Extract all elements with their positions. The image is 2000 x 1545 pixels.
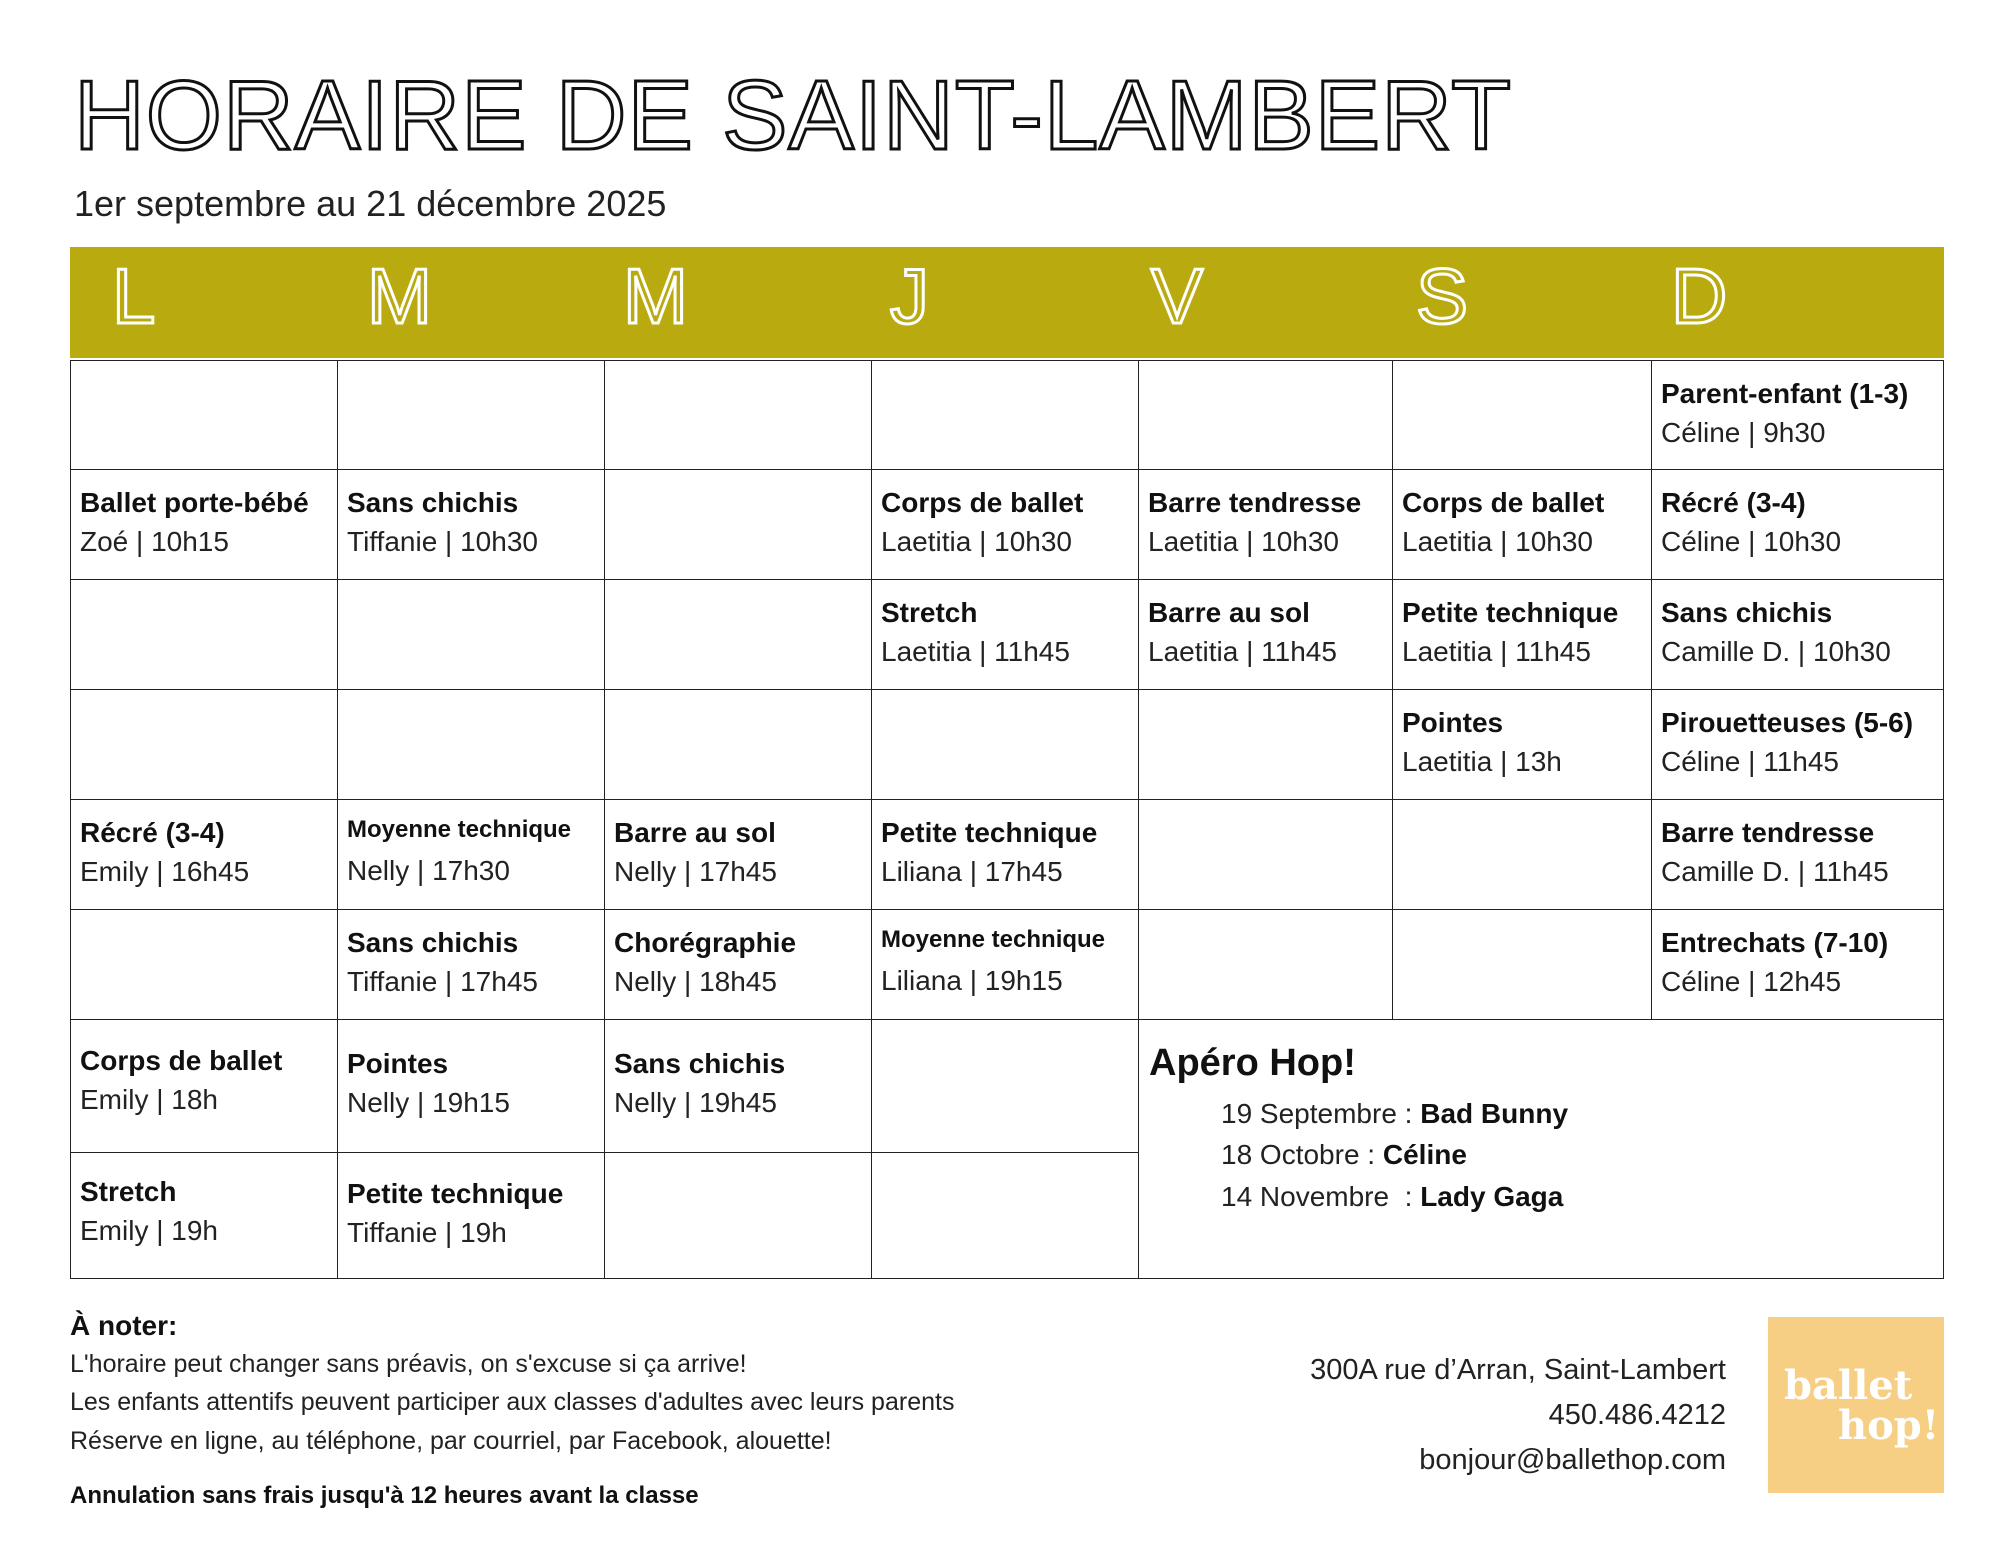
note-line: Les enfants attentifs peuvent participer aux classes d'adultes avec leurs parents bbox=[70, 1388, 955, 1416]
class-info: Nelly | 18h45 bbox=[614, 966, 777, 998]
empty-cell bbox=[1138, 689, 1393, 800]
empty-cell bbox=[337, 579, 605, 690]
class-info: Liliana | 19h15 bbox=[881, 965, 1063, 997]
empty-cell bbox=[604, 579, 872, 690]
ballet-hop-logo bbox=[1768, 1317, 1944, 1493]
class-cell bbox=[1392, 469, 1652, 580]
class-name: Stretch bbox=[881, 597, 978, 628]
empty-cell bbox=[604, 689, 872, 800]
class-info: Nelly | 19h45 bbox=[614, 1087, 777, 1119]
class-info: Nelly | 17h30 bbox=[347, 855, 510, 887]
class-cell bbox=[1651, 360, 1944, 470]
logo-text-hop: hop! bbox=[1838, 1402, 1940, 1449]
empty-cell bbox=[1392, 360, 1652, 470]
empty-cell bbox=[604, 469, 872, 580]
empty-cell bbox=[1392, 909, 1652, 1020]
empty-cell bbox=[70, 360, 338, 470]
class-name: Petite technique bbox=[881, 817, 1098, 848]
class-info: Laetitia | 10h30 bbox=[1402, 526, 1593, 558]
class-name: Moyenne technique bbox=[347, 816, 572, 843]
class-cell bbox=[871, 909, 1139, 1020]
class-info: Emily | 19h bbox=[80, 1215, 218, 1247]
class-info: Zoé | 10h15 bbox=[80, 526, 229, 558]
page-title: HORAIRE DE SAINT-LAMBERT bbox=[74, 60, 1513, 170]
class-name: Récré (3-4) bbox=[1661, 487, 1806, 518]
class-cell bbox=[70, 1152, 338, 1279]
class-name: Chorégraphie bbox=[614, 927, 797, 958]
note-line: Réserve en ligne, au téléphone, par courriel, par Facebook, alouette! bbox=[70, 1427, 832, 1455]
event-date: 18 Octobre : bbox=[1221, 1139, 1383, 1170]
empty-cell bbox=[604, 360, 872, 470]
class-name: Sans chichis bbox=[1661, 597, 1833, 628]
class-info: Emily | 18h bbox=[80, 1084, 218, 1116]
event-artist: Céline bbox=[1382, 1139, 1467, 1170]
class-info: Tiffanie | 17h45 bbox=[347, 966, 538, 998]
class-name: Petite technique bbox=[1402, 597, 1619, 628]
class-cell bbox=[70, 799, 338, 910]
class-cell bbox=[871, 579, 1139, 690]
class-cell bbox=[1392, 579, 1652, 690]
class-info: Emily | 16h45 bbox=[80, 856, 250, 888]
day-mercredi: M bbox=[623, 252, 688, 340]
class-info: Laetitia | 11h45 bbox=[881, 636, 1070, 668]
day-vendredi: V bbox=[1151, 252, 1204, 340]
class-cell bbox=[1651, 579, 1944, 690]
class-name: Moyenne technique bbox=[881, 926, 1106, 953]
contact-email[interactable]: bonjour@ballethop.com bbox=[1419, 1444, 1726, 1476]
event-date: 19 Septembre : bbox=[1221, 1098, 1421, 1129]
empty-cell bbox=[1392, 799, 1652, 910]
logo-text-ballet: ballet bbox=[1784, 1362, 1913, 1409]
class-name: Sans chichis bbox=[614, 1048, 786, 1079]
contact-phone[interactable]: 450.486.4212 bbox=[1548, 1399, 1726, 1431]
empty-cell bbox=[871, 689, 1139, 800]
class-name: Entrechats (7-10) bbox=[1661, 927, 1889, 958]
class-cell bbox=[604, 1019, 872, 1153]
class-cell bbox=[1651, 909, 1944, 1020]
class-info: Laetitia | 11h45 bbox=[1402, 636, 1591, 668]
class-info: Camille D. | 10h30 bbox=[1661, 636, 1891, 668]
empty-cell bbox=[871, 360, 1139, 470]
class-name: Barre tendresse bbox=[1661, 817, 1875, 848]
class-info: Laetitia | 11h45 bbox=[1148, 636, 1337, 668]
class-info: Laetitia | 13h bbox=[1402, 746, 1562, 778]
apero-event bbox=[1221, 1181, 1563, 1213]
day-lundi: L bbox=[112, 252, 156, 340]
class-name: Stretch bbox=[80, 1176, 177, 1207]
class-info: Céline | 11h45 bbox=[1661, 746, 1839, 778]
apero-title: Apéro Hop! bbox=[1149, 1042, 1356, 1084]
date-range: 1er septembre au 21 décembre 2025 bbox=[74, 183, 667, 224]
empty-cell bbox=[337, 360, 605, 470]
empty-cell bbox=[337, 689, 605, 800]
empty-cell bbox=[70, 579, 338, 690]
class-cell bbox=[337, 909, 605, 1020]
class-cell bbox=[337, 1019, 605, 1153]
day-dimanche: D bbox=[1671, 252, 1728, 340]
class-cell bbox=[337, 469, 605, 580]
note-line: L'horaire peut changer sans préavis, on s'excuse si ça arrive! bbox=[70, 1350, 747, 1378]
class-name: Pirouetteuses (5-6) bbox=[1661, 707, 1914, 738]
class-cell bbox=[70, 1019, 338, 1153]
class-info: Céline | 10h30 bbox=[1661, 526, 1842, 558]
class-name: Petite technique bbox=[347, 1178, 564, 1209]
class-name: Barre au sol bbox=[1148, 597, 1310, 628]
class-name: Pointes bbox=[347, 1048, 449, 1079]
class-name: Pointes bbox=[1402, 707, 1504, 738]
class-cell bbox=[337, 1152, 605, 1279]
class-info: Nelly | 17h45 bbox=[614, 856, 777, 888]
class-name: Sans chichis bbox=[347, 487, 519, 518]
empty-cell bbox=[604, 1152, 872, 1279]
class-info: Liliana | 17h45 bbox=[881, 856, 1063, 888]
class-cell bbox=[871, 799, 1139, 910]
days-header bbox=[70, 247, 1944, 358]
class-name: Parent-enfant (1-3) bbox=[1661, 378, 1909, 409]
empty-cell bbox=[70, 689, 338, 800]
class-cell bbox=[871, 469, 1139, 580]
class-info: Céline | 12h45 bbox=[1661, 966, 1842, 998]
class-info: Laetitia | 10h30 bbox=[881, 526, 1072, 558]
class-cell bbox=[1651, 469, 1944, 580]
event-artist: Bad Bunny bbox=[1420, 1098, 1569, 1129]
notes-heading: À noter: bbox=[70, 1310, 178, 1341]
class-name: Barre tendresse bbox=[1148, 487, 1362, 518]
class-cell bbox=[1392, 689, 1652, 800]
class-info: Tiffanie | 10h30 bbox=[347, 526, 538, 558]
class-info: Tiffanie | 19h bbox=[347, 1217, 507, 1249]
class-cell bbox=[1651, 689, 1944, 800]
class-cell bbox=[1138, 579, 1393, 690]
class-name: Récré (3-4) bbox=[80, 817, 225, 848]
class-name: Ballet porte-bébé bbox=[80, 487, 309, 518]
empty-cell bbox=[1138, 909, 1393, 1020]
class-name: Corps de ballet bbox=[881, 487, 1084, 518]
event-date: 14 Novembre : bbox=[1221, 1181, 1421, 1212]
day-jeudi: J bbox=[890, 252, 929, 340]
class-name: Sans chichis bbox=[347, 927, 519, 958]
class-name: Corps de ballet bbox=[80, 1045, 283, 1076]
contact-address: 300A rue d’Arran, Saint-Lambert bbox=[1310, 1354, 1726, 1386]
class-info: Laetitia | 10h30 bbox=[1148, 526, 1339, 558]
day-mardi: M bbox=[367, 252, 432, 340]
cancellation-policy: Annulation sans frais jusqu'à 12 heures avant la classe bbox=[70, 1482, 699, 1509]
class-name: Barre au sol bbox=[614, 817, 776, 848]
day-samedi: S bbox=[1416, 252, 1469, 340]
apero-event bbox=[1221, 1098, 1568, 1130]
empty-cell bbox=[70, 909, 338, 1020]
empty-cell bbox=[871, 1152, 1139, 1279]
empty-cell bbox=[1138, 799, 1393, 910]
class-info: Camille D. | 11h45 bbox=[1661, 856, 1889, 888]
class-name: Corps de ballet bbox=[1402, 487, 1605, 518]
class-cell bbox=[604, 909, 872, 1020]
empty-cell bbox=[871, 1019, 1139, 1153]
class-info: Céline | 9h30 bbox=[1661, 417, 1826, 449]
class-cell bbox=[70, 469, 338, 580]
class-cell bbox=[604, 799, 872, 910]
class-cell bbox=[337, 799, 605, 910]
apero-event bbox=[1221, 1139, 1467, 1171]
event-artist: Lady Gaga bbox=[1420, 1181, 1564, 1212]
class-cell bbox=[1138, 469, 1393, 580]
class-info: Nelly | 19h15 bbox=[347, 1087, 510, 1119]
empty-cell bbox=[1138, 360, 1393, 470]
class-cell bbox=[1651, 799, 1944, 910]
